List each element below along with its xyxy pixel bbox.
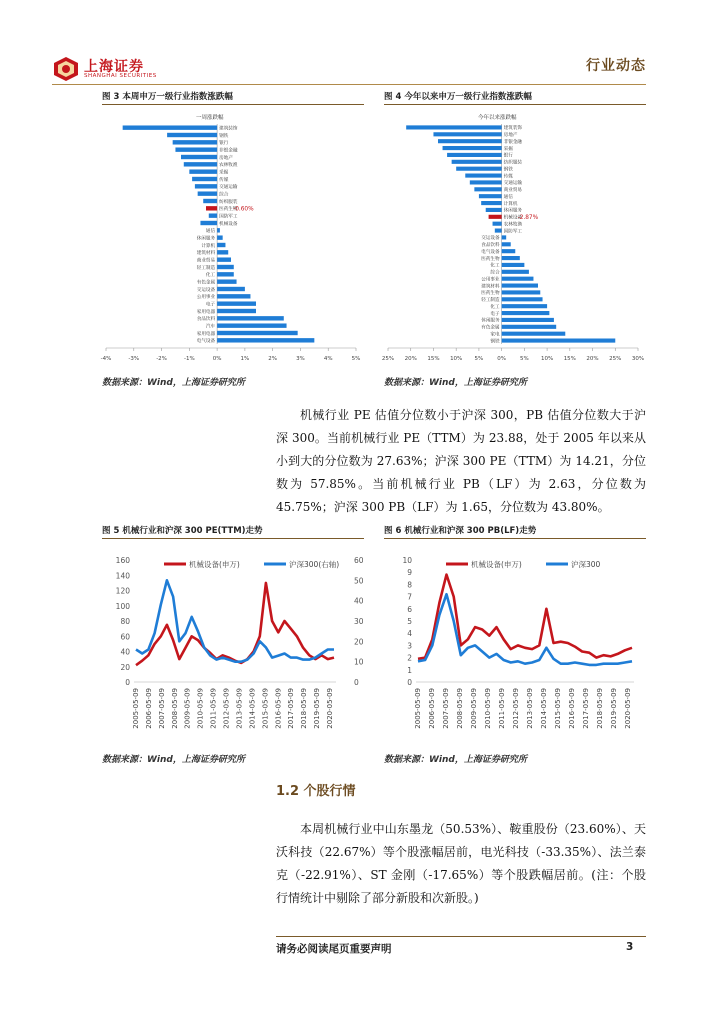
x-tick-label: 2006-05-09 bbox=[144, 688, 153, 729]
y2-tick-label: 10 bbox=[354, 657, 364, 667]
bar-17 bbox=[217, 250, 228, 254]
x-tick-label: 2020-05-09 bbox=[624, 688, 632, 729]
legend-label: 机械设备(申万) bbox=[189, 560, 240, 569]
fig6-source: 数据来源：Wind，上海证券研究所 bbox=[384, 755, 527, 765]
category-label: 休闲服务 bbox=[196, 236, 216, 242]
legend-label: 机械设备(申万) bbox=[471, 560, 522, 569]
x-tick-label: 2009-05-09 bbox=[470, 688, 478, 729]
bar-14 bbox=[217, 228, 220, 232]
category-label: 计算机 bbox=[201, 243, 216, 249]
category-label: 国防军工 bbox=[219, 214, 238, 220]
category-label: 建筑材料 bbox=[481, 284, 500, 290]
x-tick-label: -2% bbox=[156, 356, 167, 362]
category-label: 食品饮料 bbox=[481, 243, 500, 249]
y-tick-label: 60 bbox=[120, 632, 130, 642]
x-tick-label: 2009-05-09 bbox=[183, 688, 192, 729]
bar-18 bbox=[502, 249, 516, 253]
series-line-1 bbox=[418, 594, 632, 665]
bar-13 bbox=[489, 215, 502, 219]
bar-5 bbox=[452, 160, 502, 164]
x-tick-label: 2% bbox=[268, 356, 278, 362]
fig3-title: 图 3 本周申万一级行业指数涨跌幅 bbox=[102, 92, 233, 102]
stock-paragraph: 本周机械行业中山东墨龙（50.53%）、鞍重股份（23.60%）、天沃科技（22.67%）等个股涨幅居前，电光科技（-33.35%）、法兰泰克（-22.91%）、ST 金刚（-17.65%）等个股跌幅居前。(注：个股行情统计中剔除了部分新股和次新股。) bbox=[276, 822, 646, 905]
x-tick-label: 2017-05-09 bbox=[582, 688, 590, 729]
y-tick-label: 0 bbox=[125, 678, 130, 687]
x-tick-label: 2007-05-09 bbox=[157, 688, 166, 729]
category-label: 交通运输 bbox=[219, 185, 238, 191]
y-tick-label: 80 bbox=[120, 617, 130, 626]
x-tick-label: 2014-05-09 bbox=[248, 688, 257, 729]
category-label: 钢铁 bbox=[219, 133, 229, 139]
y2-tick-label: 0 bbox=[354, 678, 359, 687]
bar-12 bbox=[486, 208, 502, 212]
x-tick-label: 20% bbox=[586, 356, 599, 362]
x-tick-label: 5% bbox=[474, 356, 484, 362]
bar-18 bbox=[217, 257, 231, 261]
x-tick-label: 2013-05-09 bbox=[235, 688, 244, 729]
x-tick-label: 2012-05-09 bbox=[512, 688, 520, 729]
bar-26 bbox=[502, 304, 547, 308]
bar-24 bbox=[502, 290, 541, 294]
bar-15 bbox=[217, 235, 223, 239]
category-label: 交运设备 bbox=[196, 287, 216, 293]
fig3-bar-chart bbox=[100, 110, 364, 368]
category-label: 农林牧渔 bbox=[503, 222, 523, 228]
bar-3 bbox=[443, 146, 502, 150]
bar-0 bbox=[123, 125, 217, 129]
y-tick-label: 40 bbox=[120, 647, 130, 657]
bar-29 bbox=[502, 325, 557, 329]
fig5-line-chart bbox=[100, 546, 366, 742]
y-tick-label: 20 bbox=[120, 662, 130, 672]
category-label: 医药生物 bbox=[481, 291, 500, 297]
bar-29 bbox=[217, 338, 314, 342]
x-tick-label: 2018-05-09 bbox=[300, 688, 309, 729]
bar-23 bbox=[217, 294, 250, 298]
bar-2 bbox=[173, 140, 217, 144]
bar-0 bbox=[406, 125, 501, 129]
y-tick-label: 4 bbox=[407, 629, 412, 639]
y-tick-label: 120 bbox=[115, 586, 130, 596]
x-tick-label: 2016-05-09 bbox=[274, 688, 283, 729]
bar-20 bbox=[217, 272, 234, 276]
header-rule bbox=[52, 84, 646, 85]
bar-12 bbox=[209, 213, 217, 217]
x-tick-label: 4% bbox=[323, 356, 333, 362]
x-tick-label: 2008-05-09 bbox=[456, 688, 464, 729]
category-label: 电气设备 bbox=[196, 339, 216, 345]
y-tick-label: 10 bbox=[402, 556, 412, 565]
x-tick-label: 1% bbox=[240, 356, 250, 362]
x-tick-label: -1% bbox=[183, 356, 195, 362]
bar-21 bbox=[502, 270, 529, 274]
category-label: 轻工制造 bbox=[481, 298, 500, 304]
document-type: 行业动态 bbox=[586, 58, 646, 74]
x-tick-label: 2006-05-09 bbox=[428, 688, 436, 729]
x-tick-label: 2007-05-09 bbox=[442, 688, 450, 729]
y-tick-label: 9 bbox=[407, 568, 412, 578]
x-tick-label: 3% bbox=[296, 356, 305, 362]
bar-6 bbox=[189, 169, 217, 173]
category-label: 商业贸易 bbox=[196, 258, 216, 264]
category-label: 建筑装饰 bbox=[219, 126, 238, 132]
x-tick-label: 15% bbox=[427, 356, 440, 362]
x-tick-label: 2016-05-09 bbox=[568, 688, 576, 729]
series-line-0 bbox=[418, 575, 632, 659]
category-label: 电气设备 bbox=[481, 249, 500, 255]
valuation-paragraph: 机械行业 PE 估值分位数小于沪深 300，PB 估值分位数大于沪深 300。当前机械行业 PE（TTM）为 23.88，处于 2005 年以来从小到大的分位数为 27.63%；沪深 300 PE（TTM）为 14.21，分位数为 57.85%。当前机械行业 PB（LF）为 2.63，分位数为 45.75%；沪深 300 PB（LF）为 1.65，分位数为 43.80%。 bbox=[276, 408, 646, 514]
bar-17 bbox=[502, 242, 511, 246]
brand-logo-icon bbox=[52, 56, 80, 82]
y-tick-label: 160 bbox=[115, 556, 130, 565]
series-line-0 bbox=[136, 583, 334, 665]
bar-8 bbox=[470, 180, 502, 184]
category-label: 休闲服务 bbox=[481, 318, 500, 324]
x-tick-label: 5% bbox=[519, 356, 529, 362]
bar-8 bbox=[195, 184, 217, 188]
category-label: 传媒 bbox=[219, 177, 229, 183]
x-tick-label: 2005-05-09 bbox=[132, 688, 140, 729]
x-tick-label: 15% bbox=[563, 356, 576, 362]
bar-6 bbox=[456, 167, 501, 171]
category-label: 休闲服务 bbox=[503, 208, 523, 214]
fig6-title: 图 6 机械行业和沪深 300 PB(LF)走势 bbox=[384, 526, 537, 536]
category-label: 非银金融 bbox=[219, 148, 238, 154]
x-tick-label: 2015-05-09 bbox=[554, 688, 562, 729]
category-label: 电子 bbox=[490, 311, 500, 317]
bar-16 bbox=[217, 243, 225, 247]
highlight-value-label: -2.87% bbox=[517, 214, 539, 221]
chart-title: 一周涨跌幅 bbox=[196, 115, 224, 121]
fig5-source: 数据来源：Wind，上海证券研究所 bbox=[102, 755, 245, 765]
category-label: 采掘 bbox=[219, 170, 229, 176]
legend-label: 沪深300 bbox=[571, 560, 601, 569]
bar-1 bbox=[433, 132, 501, 136]
bar-1 bbox=[167, 133, 217, 137]
y-tick-label: 7 bbox=[407, 592, 412, 602]
bar-28 bbox=[502, 318, 554, 322]
category-label: 采掘 bbox=[503, 146, 513, 152]
x-tick-label: 0% bbox=[497, 356, 507, 362]
bar-9 bbox=[198, 191, 217, 195]
y2-tick-label: 20 bbox=[354, 637, 364, 647]
bar-23 bbox=[502, 284, 538, 288]
section-heading: 1.2 个股行情 bbox=[276, 784, 356, 799]
bar-9 bbox=[474, 187, 501, 191]
bar-7 bbox=[465, 174, 501, 178]
footer-note: 请务必阅读尾页重要声明 bbox=[276, 943, 392, 955]
category-label: 农林牧渔 bbox=[219, 163, 238, 169]
bar-15 bbox=[495, 229, 502, 233]
bar-11 bbox=[206, 206, 217, 210]
category-label: 通信 bbox=[503, 194, 513, 200]
bar-28 bbox=[217, 331, 298, 335]
y-tick-label: 100 bbox=[115, 601, 130, 611]
fig5-title-rule bbox=[102, 538, 364, 539]
y-tick-label: 6 bbox=[407, 604, 412, 614]
category-label: 化工 bbox=[205, 273, 216, 279]
bar-7 bbox=[192, 177, 217, 181]
bar-20 bbox=[502, 263, 525, 267]
category-label: 机械设备 bbox=[503, 215, 523, 221]
bar-5 bbox=[184, 162, 217, 166]
fig6-line-chart bbox=[382, 546, 648, 742]
brand-name-en: SHANGHAI SECURITIES bbox=[84, 73, 157, 79]
category-label: 综合 bbox=[219, 192, 229, 198]
page-number: 3 bbox=[626, 941, 634, 953]
category-label: 公用事业 bbox=[481, 277, 500, 283]
x-tick-label: -4% bbox=[100, 356, 112, 362]
bar-21 bbox=[217, 279, 236, 283]
bar-27 bbox=[502, 311, 550, 315]
bar-10 bbox=[479, 194, 502, 198]
category-label: 食品饮料 bbox=[196, 317, 216, 323]
category-label: 汽车 bbox=[205, 324, 216, 330]
category-label: 家用电器 bbox=[196, 331, 216, 337]
x-tick-label: 2005-05-09 bbox=[414, 688, 422, 729]
category-label: 医药生物 bbox=[481, 256, 500, 262]
fig6-title-rule bbox=[384, 538, 646, 539]
footer-rule bbox=[276, 936, 646, 937]
category-label: 商业贸易 bbox=[503, 188, 523, 194]
x-tick-label: 0% bbox=[212, 356, 222, 362]
bar-14 bbox=[493, 222, 502, 226]
x-tick-label: 2010-05-09 bbox=[484, 688, 492, 729]
x-tick-label: 2008-05-09 bbox=[170, 688, 179, 729]
legend-label: 沪深300(右轴) bbox=[289, 560, 340, 569]
fig3-title-rule bbox=[102, 104, 364, 105]
y2-tick-label: 40 bbox=[354, 596, 364, 606]
category-label: 钢铁 bbox=[490, 339, 500, 345]
category-label: 化工 bbox=[490, 263, 500, 269]
category-label: 纺织服装 bbox=[503, 160, 523, 166]
y2-tick-label: 60 bbox=[354, 556, 364, 565]
fig4-source: 数据来源：Wind，上海证券研究所 bbox=[384, 378, 527, 388]
bar-4 bbox=[447, 153, 502, 157]
bar-26 bbox=[217, 316, 284, 320]
bar-25 bbox=[502, 297, 543, 301]
y-tick-label: 8 bbox=[407, 580, 412, 590]
y-tick-label: 140 bbox=[115, 571, 130, 581]
x-tick-label: 2020-05-09 bbox=[326, 688, 334, 729]
bar-22 bbox=[502, 277, 534, 281]
bar-25 bbox=[217, 309, 256, 313]
bar-24 bbox=[217, 301, 256, 305]
bar-31 bbox=[502, 339, 616, 343]
category-label: 电子 bbox=[205, 302, 216, 308]
bar-11 bbox=[481, 201, 501, 205]
bar-3 bbox=[175, 147, 217, 151]
category-label: 交运设备 bbox=[481, 236, 500, 242]
x-tick-label: 2011-05-09 bbox=[498, 688, 506, 729]
category-label: 房地产 bbox=[503, 133, 518, 139]
category-label: 综合 bbox=[490, 270, 500, 276]
x-tick-label: -3% bbox=[128, 356, 140, 362]
bar-22 bbox=[217, 287, 245, 291]
x-tick-label: 2011-05-09 bbox=[209, 688, 218, 729]
bar-4 bbox=[181, 155, 217, 159]
category-label: 家用电器 bbox=[196, 309, 216, 315]
bar-10 bbox=[203, 199, 217, 203]
category-label: 有色金属 bbox=[481, 325, 500, 331]
category-label: 化工 bbox=[490, 304, 500, 310]
y2-tick-label: 50 bbox=[354, 576, 364, 586]
y2-tick-label: 30 bbox=[354, 617, 364, 626]
category-label: 通信 bbox=[205, 229, 216, 235]
category-label: 建筑材料 bbox=[196, 251, 216, 257]
bar-27 bbox=[217, 323, 286, 327]
category-label: 医药生物 bbox=[219, 207, 238, 213]
x-tick-label: 2017-05-09 bbox=[287, 688, 296, 729]
category-label: 钢铁 bbox=[503, 167, 513, 173]
category-label: 国防军工 bbox=[503, 229, 523, 235]
y-tick-label: 5 bbox=[407, 617, 412, 626]
fig4-bar-chart bbox=[382, 110, 646, 368]
x-tick-label: 2013-05-09 bbox=[526, 688, 534, 729]
category-label: 建筑装饰 bbox=[503, 126, 523, 132]
category-label: 有色金属 bbox=[196, 280, 216, 286]
category-label: 轻工制造 bbox=[196, 265, 216, 271]
x-tick-label: 30% bbox=[631, 356, 645, 362]
brand-name: 上海证券 bbox=[84, 59, 144, 75]
fig5-title: 图 5 机械行业和沪深 300 PE(TTM)走势 bbox=[102, 526, 263, 536]
category-label: 计算机 bbox=[503, 201, 518, 207]
x-tick-label: 10% bbox=[450, 356, 463, 362]
bar-19 bbox=[502, 256, 520, 260]
bar-13 bbox=[200, 221, 217, 225]
category-label: 机械设备 bbox=[219, 221, 238, 227]
fig4-title: 图 4 今年以来申万一级行业指数涨跌幅 bbox=[384, 92, 532, 102]
y-tick-label: 3 bbox=[407, 641, 412, 651]
x-tick-label: 10% bbox=[540, 356, 554, 362]
fig4-title-rule bbox=[384, 104, 646, 105]
y-tick-label: 2 bbox=[407, 653, 412, 663]
category-label: 交通运输 bbox=[503, 181, 523, 187]
x-tick-label: 2015-05-09 bbox=[261, 688, 270, 729]
x-tick-label: 2018-05-09 bbox=[596, 688, 604, 729]
x-tick-label: 2010-05-09 bbox=[196, 688, 205, 729]
x-tick-label: 2019-05-09 bbox=[610, 688, 618, 729]
category-label: 纺织服装 bbox=[219, 199, 238, 205]
x-tick-label: 2012-05-09 bbox=[222, 688, 231, 729]
category-label: 房地产 bbox=[219, 155, 233, 161]
bar-19 bbox=[217, 265, 234, 269]
chart-title: 今年以来涨跌幅 bbox=[478, 115, 517, 121]
category-label: 非银金融 bbox=[503, 139, 523, 145]
category-label: 传媒 bbox=[503, 174, 513, 180]
fig3-source: 数据来源：Wind，上海证券研究所 bbox=[102, 378, 245, 388]
y-tick-label: 0 bbox=[407, 678, 412, 687]
x-tick-label: 25% bbox=[609, 356, 622, 362]
x-tick-label: 2014-05-09 bbox=[540, 688, 548, 729]
x-tick-label: 20% bbox=[404, 356, 417, 362]
category-label: 银行 bbox=[219, 141, 229, 147]
bar-30 bbox=[502, 332, 566, 336]
x-tick-label: 5% bbox=[351, 356, 361, 362]
y-tick-label: 1 bbox=[407, 665, 412, 675]
category-label: 公用事业 bbox=[196, 295, 216, 301]
highlight-value-label: -0.60% bbox=[233, 206, 254, 213]
bar-16 bbox=[502, 235, 507, 239]
x-tick-label: 25% bbox=[382, 356, 395, 362]
category-label: 银行 bbox=[503, 153, 513, 159]
bar-2 bbox=[438, 139, 502, 143]
x-tick-label: 2019-05-09 bbox=[313, 688, 322, 729]
category-label: 家电 bbox=[490, 332, 500, 338]
